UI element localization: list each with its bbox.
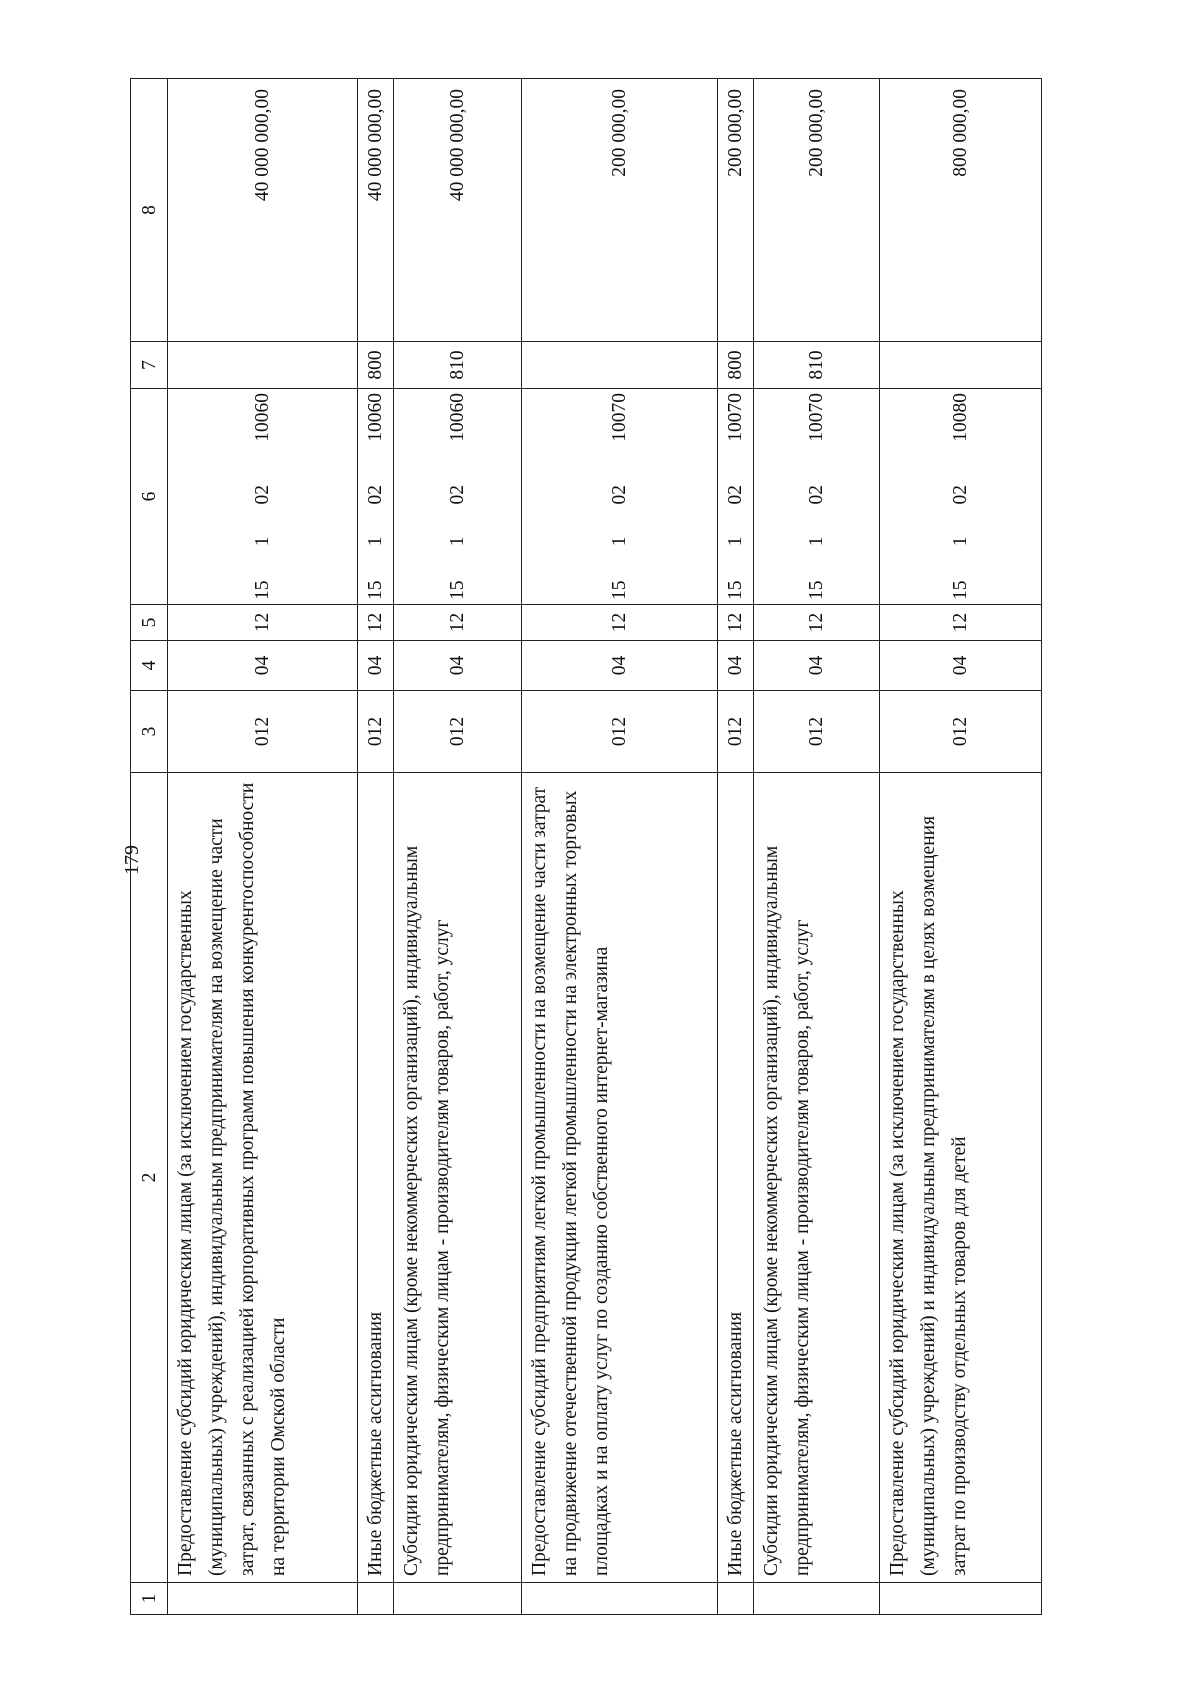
cell-ministry-code: 012 (718, 691, 754, 773)
target-event: 02 (447, 484, 468, 505)
page-number: 179 (121, 845, 143, 875)
table-row (718, 79, 754, 1615)
target-program: 15 (609, 580, 630, 600)
cell-target-article (718, 389, 754, 605)
cell-ministry-code: 012 (358, 691, 394, 773)
cell-target-article (394, 389, 522, 605)
cell-section-code: 04 (168, 641, 358, 691)
col-header-2: 2 (131, 773, 168, 1583)
cell-col1 (754, 1583, 880, 1615)
budget-table (130, 78, 1042, 1615)
target-subprogram: 1 (252, 536, 273, 547)
target-program: 15 (447, 580, 468, 600)
cell-subsection-code: 12 (358, 605, 394, 641)
cell-ministry-code: 012 (522, 691, 718, 773)
col-header-4: 4 (131, 641, 168, 691)
target-program: 15 (950, 580, 971, 600)
cell-expense-type: 800 (358, 342, 394, 389)
cell-description: Субсидии юридическим лицам (кроме некоммерческих организаций), индивидуальным предпринимателям, физическим лицам - производителям товаров, работ, услуг (394, 773, 522, 1583)
target-program: 15 (806, 580, 827, 600)
cell-amount: 40 000 000,00 (394, 79, 522, 342)
cell-amount: 200 000,00 (522, 79, 718, 342)
target-subprogram: 1 (725, 536, 746, 547)
cell-expense-type: 800 (718, 342, 754, 389)
cell-section-code: 04 (718, 641, 754, 691)
target-event: 02 (609, 484, 630, 505)
cell-target-article (880, 389, 1042, 605)
cell-subsection-code: 12 (522, 605, 718, 641)
cell-col1 (880, 1583, 1042, 1615)
cell-ministry-code: 012 (168, 691, 358, 773)
cell-description: Иные бюджетные ассигнования (718, 773, 754, 1583)
cell-target-article (168, 389, 358, 605)
table-row (168, 79, 358, 1615)
cell-subsection-code: 12 (754, 605, 880, 641)
target-direction: 10070 (609, 393, 630, 442)
target-direction: 10060 (252, 393, 273, 442)
target-subprogram: 1 (447, 536, 468, 547)
cell-col1 (718, 1583, 754, 1615)
col-header-8: 8 (131, 79, 168, 342)
cell-target-article (522, 389, 718, 605)
cell-col1 (358, 1583, 394, 1615)
target-direction: 10060 (365, 393, 386, 442)
cell-expense-type (522, 342, 718, 389)
cell-amount: 200 000,00 (754, 79, 880, 342)
cell-ministry-code: 012 (880, 691, 1042, 773)
cell-ministry-code: 012 (754, 691, 880, 773)
cell-expense-type: 810 (754, 342, 880, 389)
target-event: 02 (725, 484, 746, 505)
target-direction: 10060 (447, 393, 468, 442)
cell-description: Предоставление субсидий предприятиям легкой промышленности на возмещение части затрат на продвижение отечественной продукции легкой промышленности на электронных торговых площадках и на оплату услуг по созданию собственного интернет-магазина (522, 773, 718, 1583)
col-header-5: 5 (131, 605, 168, 641)
header-row (131, 79, 168, 1615)
target-program: 15 (725, 580, 746, 600)
table-row (394, 79, 522, 1615)
cell-expense-type (880, 342, 1042, 389)
target-program: 15 (252, 580, 273, 600)
col-header-7: 7 (131, 342, 168, 389)
target-subprogram: 1 (609, 536, 630, 547)
cell-subsection-code: 12 (168, 605, 358, 641)
col-header-6: 6 (131, 389, 168, 605)
cell-ministry-code: 012 (394, 691, 522, 773)
cell-description: Предоставление субсидий юридическим лицам (за исключением государственных (муниципальных) учреждений) и индивидуальным предпринимателям в целях возмещения затрат по производству отдельных товаров для детей (880, 773, 1042, 1583)
target-event: 02 (252, 484, 273, 505)
cell-amount: 40 000 000,00 (358, 79, 394, 342)
table-row (522, 79, 718, 1615)
cell-section-code: 04 (522, 641, 718, 691)
cell-target-article (358, 389, 394, 605)
cell-col1 (522, 1583, 718, 1615)
target-direction: 10070 (725, 393, 746, 442)
cell-section-code: 04 (754, 641, 880, 691)
cell-section-code: 04 (880, 641, 1042, 691)
cell-amount: 200 000,00 (718, 79, 754, 342)
cell-description: Субсидии юридическим лицам (кроме некоммерческих организаций), индивидуальным предпринимателям, физическим лицам - производителям товаров, работ, услуг (754, 773, 880, 1583)
cell-expense-type (168, 342, 358, 389)
cell-subsection-code: 12 (394, 605, 522, 641)
table-row (358, 79, 394, 1615)
cell-col1 (168, 1583, 358, 1615)
cell-section-code: 04 (358, 641, 394, 691)
cell-amount: 40 000 000,00 (168, 79, 358, 342)
cell-amount: 800 000,00 (880, 79, 1042, 342)
target-event: 02 (806, 484, 827, 505)
cell-section-code: 04 (394, 641, 522, 691)
target-subprogram: 1 (806, 536, 827, 547)
table-row (880, 79, 1042, 1615)
target-subprogram: 1 (365, 536, 386, 547)
table-row (754, 79, 880, 1615)
col-header-3: 3 (131, 691, 168, 773)
target-event: 02 (950, 484, 971, 505)
cell-subsection-code: 12 (718, 605, 754, 641)
cell-col1 (394, 1583, 522, 1615)
cell-expense-type: 810 (394, 342, 522, 389)
cell-description: Предоставление субсидий юридическим лицам (за исключением государственных (муниципальных) учреждений), индивидуальным предпринимателям на возмещение части затрат, связанных с реализацией корпоративных программ повышения конкурентоспособности на территории Омской области (168, 773, 358, 1583)
cell-description: Иные бюджетные ассигнования (358, 773, 394, 1583)
rotated-page (130, 79, 1036, 1615)
col-header-1: 1 (131, 1583, 168, 1615)
target-subprogram: 1 (950, 536, 971, 547)
target-direction: 10080 (950, 393, 971, 442)
cell-target-article (754, 389, 880, 605)
cell-subsection-code: 12 (880, 605, 1042, 641)
target-direction: 10070 (806, 393, 827, 442)
target-event: 02 (365, 484, 386, 505)
target-program: 15 (365, 580, 386, 600)
